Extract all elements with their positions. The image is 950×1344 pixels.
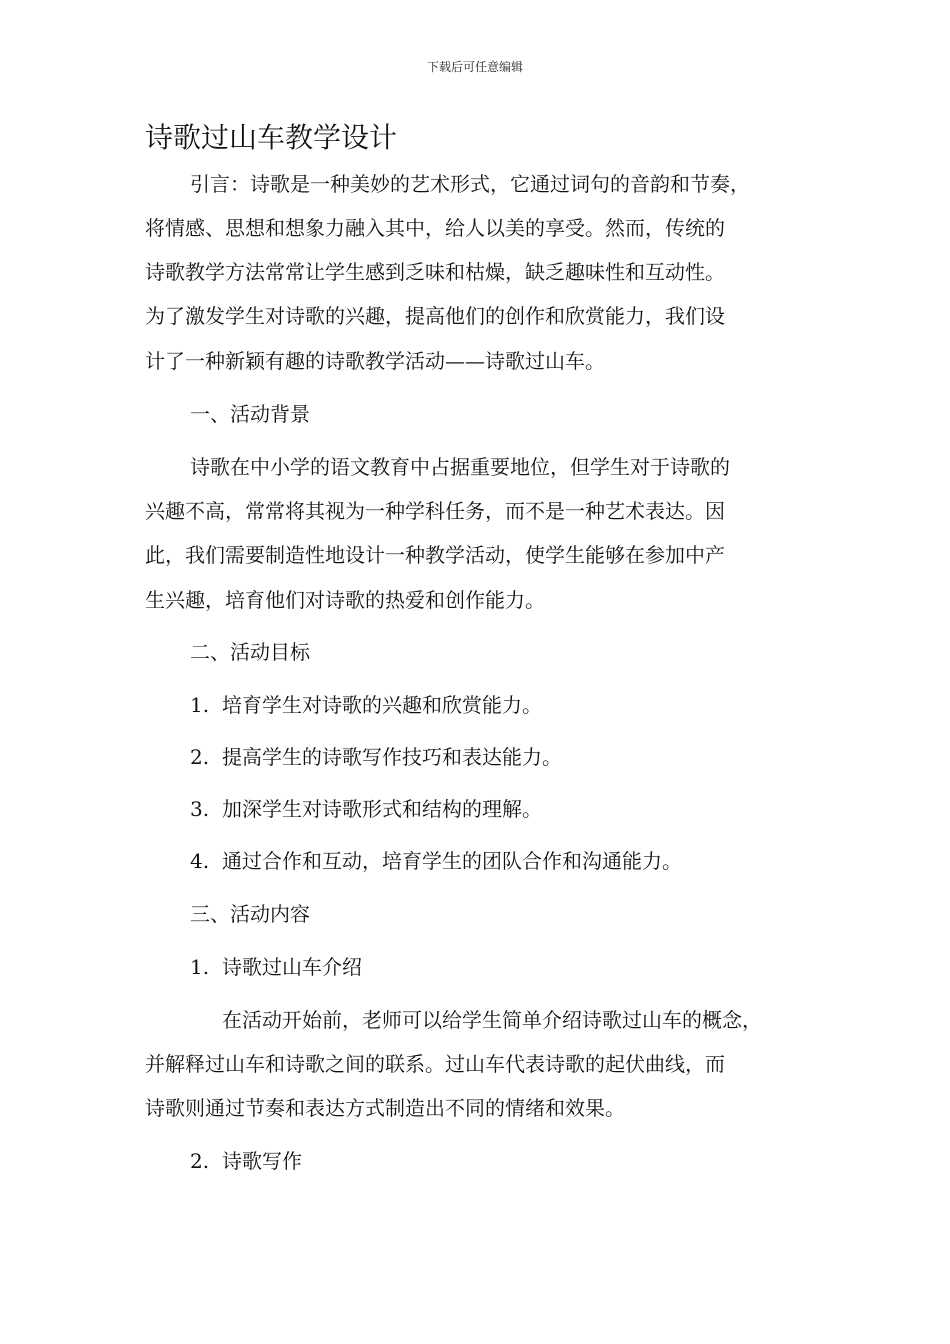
list-text: 培育学生对诗歌的兴趣和欣赏能力。 xyxy=(222,693,542,717)
section-heading: 二、活动目标 xyxy=(190,640,310,664)
page-header: 下载后可任意编辑 xyxy=(426,60,523,74)
list-item xyxy=(190,745,562,769)
list-text: 加深学生对诗歌形式和结构的理解。 xyxy=(222,797,542,821)
list-number: 1. xyxy=(190,693,210,717)
list-text: 诗歌写作 xyxy=(222,1149,302,1173)
section-heading: 一、活动背景 xyxy=(190,402,310,426)
paragraph-line: 在活动开始前，老师可以给学生简单介绍诗歌过山车的概念， xyxy=(222,1008,762,1032)
paragraph-line: 诗歌则通过节奏和表达方式制造出不同的情绪和效果。 xyxy=(145,1096,625,1120)
list-text: 诗歌过山车介绍 xyxy=(222,955,362,979)
list-text: 提高学生的诗歌写作技巧和表达能力。 xyxy=(222,745,562,769)
paragraph-line: 兴趣不高，常常将其视为一种学科任务，而不是一种艺术表达。因 xyxy=(145,499,725,523)
document-title: 诗歌过山车教学设计 xyxy=(145,121,398,154)
subsection-heading xyxy=(190,955,362,979)
list-item xyxy=(190,849,682,873)
list-number: 1. xyxy=(190,955,210,979)
list-item xyxy=(190,693,542,717)
intro-line: 诗歌教学方法常常让学生感到乏味和枯燥，缺乏趣味性和互动性。 xyxy=(145,260,725,284)
section-heading: 三、活动内容 xyxy=(190,902,310,926)
paragraph-line: 此，我们需要制造性地设计一种教学活动，使学生能够在参加中产 xyxy=(145,543,725,567)
intro-line: 将情感、思想和想象力融入其中，给人以美的享受。然而，传统的 xyxy=(145,216,725,240)
subsection-heading xyxy=(190,1149,302,1173)
list-number: 2. xyxy=(190,1149,210,1173)
intro-line: 为了激发学生对诗歌的兴趣，提高他们的创作和欣赏能力，我们设 xyxy=(145,304,725,328)
paragraph-line: 并解释过山车和诗歌之间的联系。过山车代表诗歌的起伏曲线，而 xyxy=(145,1052,725,1076)
list-number: 2. xyxy=(190,745,210,769)
list-number: 3. xyxy=(190,797,210,821)
list-text: 通过合作和互动，培育学生的团队合作和沟通能力。 xyxy=(222,849,682,873)
paragraph-line: 生兴趣，培育他们对诗歌的热爱和创作能力。 xyxy=(145,588,545,612)
list-number: 4. xyxy=(190,849,210,873)
list-item xyxy=(190,797,542,821)
intro-line: 引言：诗歌是一种美妙的艺术形式，它通过词句的音韵和节奏， xyxy=(190,172,750,196)
intro-line: 计了一种新颖有趣的诗歌教学活动——诗歌过山车。 xyxy=(145,349,605,373)
paragraph-line: 诗歌在中小学的语文教育中占据重要地位，但学生对于诗歌的 xyxy=(190,455,730,479)
